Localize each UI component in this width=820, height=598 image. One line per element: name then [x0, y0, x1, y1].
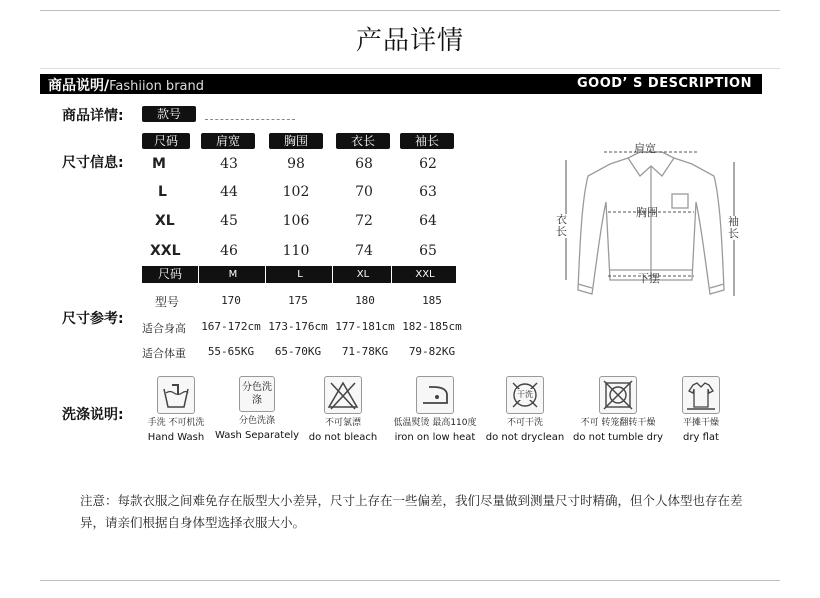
ref-value: 175 [288, 294, 308, 307]
chest-value: 102 [282, 184, 310, 200]
size-info-label: 尺寸信息: [62, 155, 124, 171]
sleeve-label: 袖长 [728, 215, 739, 240]
model-number-underline [205, 119, 295, 120]
title-divider [40, 68, 780, 69]
length-value: 74 [355, 243, 373, 259]
wash-cn: 不可氯漂 [324, 418, 361, 428]
no-tumble-dry-icon [599, 376, 637, 414]
model-number-pill: 款号 [142, 106, 196, 122]
chest-label: 胸围 [636, 206, 658, 219]
size-header: 尺码 [142, 133, 190, 149]
hand-wash-icon [157, 376, 195, 414]
dryclean-icon-text: 干洗 [517, 390, 533, 399]
wash-en: Wash Separately [214, 430, 300, 441]
wash-separately-icon: 分色洗涤 [239, 376, 275, 412]
top-divider [40, 10, 780, 11]
ref-value: 173-176cm [268, 320, 328, 333]
ref-value: 65-70KG [274, 345, 322, 358]
wash-en: dry flat [683, 432, 719, 443]
shoulder-value: 45 [220, 213, 238, 229]
section-banner [40, 74, 762, 94]
shoulder-value: 43 [220, 156, 238, 172]
chest-value: 98 [287, 156, 305, 172]
no-dryclean-icon [506, 376, 544, 414]
size-label: XL [155, 213, 175, 229]
size-label: L [158, 184, 167, 200]
dry-flat-icon [682, 376, 720, 414]
shoulder-header: 肩宽 [201, 133, 255, 149]
bottom-divider [40, 580, 780, 581]
chest-header: 胸围 [269, 133, 323, 149]
ref-row-label: 适合体重 [142, 347, 186, 360]
sleeve-header: 袖长 [400, 133, 454, 149]
low-iron-icon [416, 376, 454, 414]
wash-en: do not dryclean [485, 432, 565, 443]
length-header: 衣长 [336, 133, 390, 149]
sleeve-value: 65 [419, 243, 437, 259]
size-ref-m: M [201, 266, 266, 283]
length-value: 68 [355, 156, 373, 172]
size-ref-header-bar [142, 266, 456, 283]
banner-right: GOOD’ S DESCRIPTION [576, 76, 752, 91]
ref-row-label: 型号 [155, 295, 180, 309]
wash-cn: 不可干洗 [506, 418, 543, 428]
ref-value: 180 [355, 294, 375, 307]
wash-cn: 低温熨烫 最高110度 [393, 418, 477, 428]
wash-item-hand-wash [140, 376, 212, 443]
product-details-label: 商品详情: [62, 108, 124, 124]
ref-value: 55-65KG [207, 345, 255, 358]
wash-item-no-bleach [303, 376, 383, 443]
size-reference-label: 尺寸参考: [62, 311, 124, 327]
ref-value: 182-185cm [402, 320, 462, 333]
length-label: 衣长 [556, 213, 567, 238]
wash-item-no-tumble-dry [570, 376, 666, 443]
length-value: 72 [355, 213, 373, 229]
ref-value: 177-181cm [335, 320, 395, 333]
size-ref-xl: XL [335, 266, 392, 283]
wash-en: Hand Wash [147, 432, 205, 443]
size-ref-l: L [268, 266, 333, 283]
ref-value: 79-82KG [408, 345, 456, 358]
sleeve-value: 62 [419, 156, 437, 172]
wash-en: do not bleach [308, 432, 378, 443]
shoulder-value: 44 [220, 184, 238, 200]
ref-value: 167-172cm [201, 320, 261, 333]
chest-value: 110 [282, 243, 310, 259]
wash-item-dry-flat [666, 376, 736, 443]
sleeve-value: 64 [419, 213, 437, 229]
wash-cn: 分色洗涤 [238, 416, 275, 426]
wash-item-low-iron [387, 376, 483, 443]
no-bleach-icon [324, 376, 362, 414]
size-label: XXL [150, 243, 181, 259]
size-note: 注意：每款衣服之间难免存在版型大小差异，尺寸上存在一些偏差，我们尽量做到测量尺寸时精确，但个人体型也存在差异，请亲们根据自身体型选择衣服大小。 [80, 493, 743, 530]
shoulder-value: 46 [220, 243, 238, 259]
size-label: M [152, 156, 166, 172]
size-ref-xxl: XXL [415, 269, 435, 280]
size-ref-header-label: 尺码 [142, 266, 199, 283]
sleeve-value: 63 [419, 184, 437, 200]
ref-value: 170 [221, 294, 241, 307]
chest-value: 106 [282, 213, 310, 229]
wash-en: iron on low heat [394, 432, 476, 443]
wash-en: do not tumble dry [572, 432, 664, 443]
length-value: 70 [355, 184, 373, 200]
wash-item-separately [214, 376, 300, 441]
ref-value: 71-78KG [341, 345, 389, 358]
washing-label: 洗涤说明: [62, 407, 124, 423]
wash-cn: 手洗 不可机洗 [147, 418, 205, 428]
page-title: 产品详情 [355, 26, 464, 56]
hem-label: 下摆 [638, 272, 660, 285]
shoulder-label: 肩宽 [634, 142, 656, 155]
ref-value: 185 [422, 294, 442, 307]
wash-cn: 平摊干燥 [682, 418, 719, 428]
wash-item-no-dryclean [483, 376, 567, 443]
banner-left: 商品说明/Fashiion brand [48, 78, 204, 94]
garment-diagram [552, 130, 752, 310]
wash-cn: 不可 转笼翻转干燥 [580, 418, 656, 428]
ref-row-label: 适合身高 [142, 322, 186, 335]
